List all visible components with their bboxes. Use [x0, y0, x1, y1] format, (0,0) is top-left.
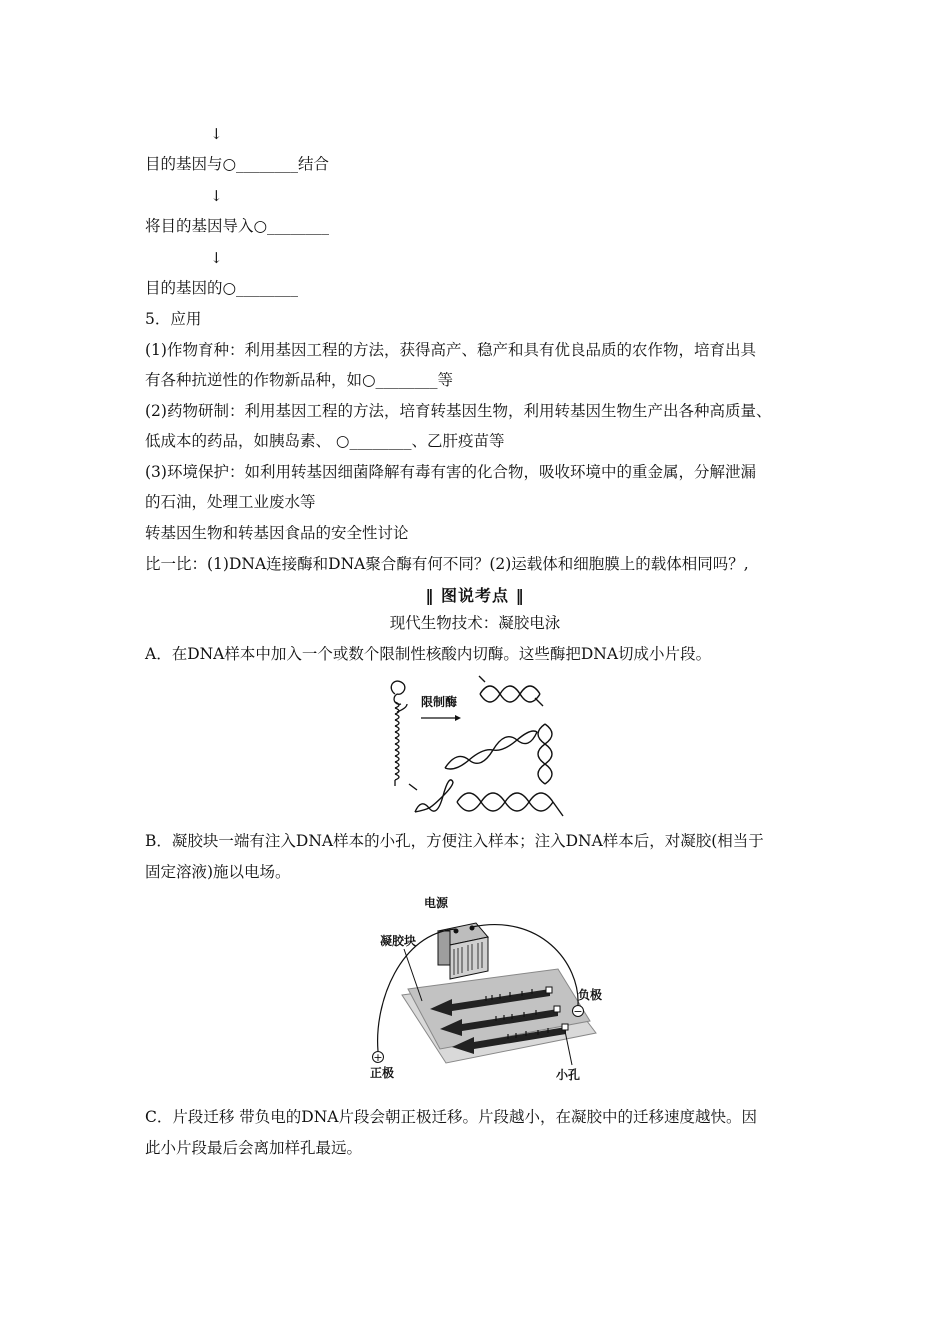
application-item-2-cont: 低成本的药品，如胰岛素、 ○________、乙肝疫苗等 [145, 432, 505, 450]
well-label: 小孔 [556, 1068, 581, 1082]
negative-label: 负极 [578, 988, 603, 1002]
flow-step-3: 目的基因的○________ [145, 279, 299, 297]
gel-electrophoresis-figure [360, 893, 620, 1085]
positive-label: 正极 [370, 1066, 395, 1080]
flow-step-2: 将目的基因导入○________ [145, 217, 330, 235]
application-heading: 5．应用 [145, 310, 202, 328]
power-label: 电源 [424, 896, 449, 910]
dna-fragment-icon [479, 676, 543, 706]
flow-arrow: ↓ [210, 187, 223, 205]
flow-step-1: 目的基因与○________结合 [145, 155, 330, 173]
dna-fragment-icon [457, 793, 563, 816]
application-item-1: (1)作物育种：利用基因工程的方法，获得高产、稳产和具有优良品质的农作物，培育出具 [145, 341, 756, 359]
dna-fragment-icon [409, 780, 453, 812]
power-supply-icon [438, 923, 488, 979]
section-subtitle: 现代生物技术：凝胶电泳 [389, 614, 561, 632]
step-c-text: C．片段迁移 带负电的DNA片段会朝正极迁移。片段越小，在凝胶中的迁移速度越快。因 [145, 1108, 757, 1126]
dna-fragment-icon [538, 724, 552, 784]
coiled-dna-icon [391, 681, 407, 786]
application-item-3-cont: 的石油，处理工业废水等 [145, 493, 316, 511]
step-b-text: B．凝胶块一端有注入DNA样本的小孔，方便注入样本；注入DNA样本后，对凝胶(相当于 [145, 832, 764, 850]
application-item-3: (3)环境保护：如利用转基因细菌降解有毒有害的化合物，吸收环境中的重金属，分解泄漏 [145, 463, 756, 481]
gel-label: 凝胶块 [380, 934, 417, 948]
gel-block [402, 969, 596, 1063]
safety-line: 转基因生物和转基因食品的安全性讨论 [145, 524, 409, 542]
step-a-text: A．在DNA样本中加入一个或数个限制性核酸内切酶。这些酶把DNA切成小片段。 [145, 645, 712, 663]
flow-arrow: ↓ [210, 249, 223, 267]
arrow-icon [421, 715, 461, 721]
step-b-text-cont: 固定溶液)施以电场。 [145, 863, 291, 881]
flow-arrow: ↓ [210, 125, 223, 143]
restriction-enzyme-figure [385, 672, 585, 824]
compare-line: 比一比：(1)DNA连接酶和DNA聚合酶有何不同？(2)运载体和细胞膜上的载体相同吗？, [145, 555, 749, 573]
application-item-1-cont: 有各种抗逆性的作物新品种，如○________等 [145, 371, 454, 389]
application-item-2: (2)药物研制：利用基因工程的方法，培育转基因生物，利用转基因生物生产出各种高质量、 [145, 402, 772, 420]
positive-electrode-icon [373, 1051, 384, 1064]
step-c-text-cont: 此小片段最后会离加样孔最远。 [145, 1139, 363, 1157]
negative-electrode-icon [573, 1005, 584, 1018]
svg-text:−: − [573, 1005, 583, 1018]
enzyme-label: 限制酶 [421, 695, 458, 709]
dna-fragment-icon [445, 731, 537, 769]
svg-text:+: + [373, 1051, 383, 1064]
section-title: ‖ 图说考点 ‖ [425, 586, 525, 605]
